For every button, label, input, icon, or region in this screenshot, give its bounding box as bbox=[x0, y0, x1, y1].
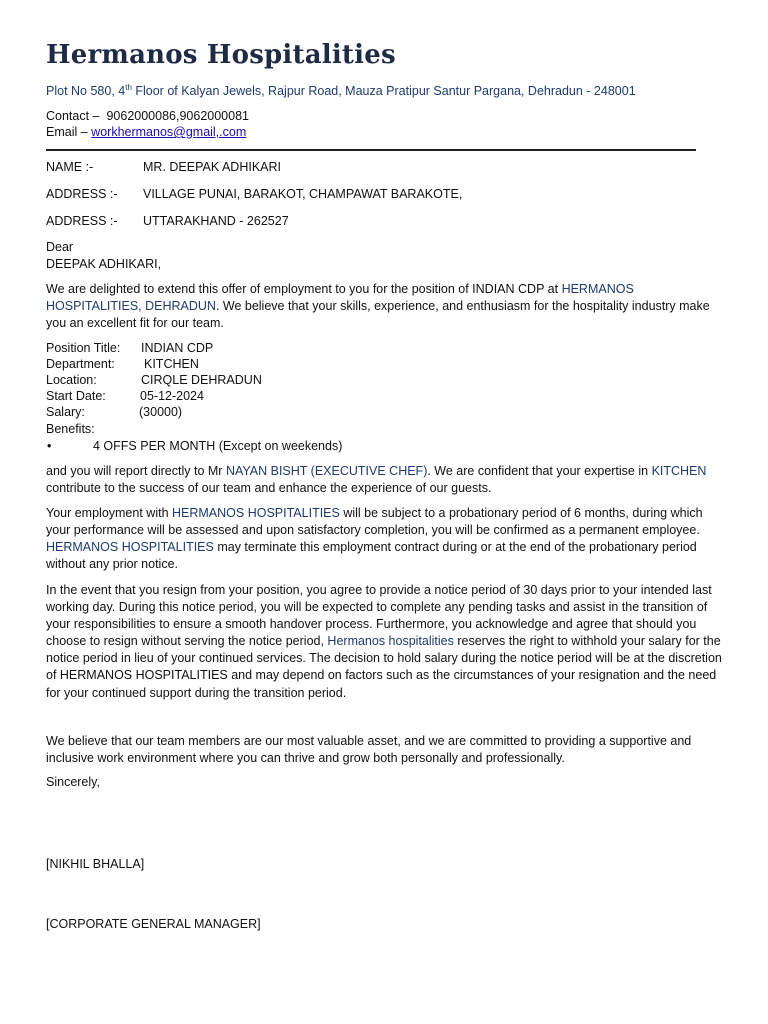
benefit-item: 4 OFFS PER MONTH (Except on weekends) bbox=[93, 439, 343, 453]
name-label: NAME :- bbox=[46, 160, 94, 174]
probation-paragraph: Your employment with HERMANOS HOSPITALITIES will be subject to a probationary period of 6 months, during which your performance will be assessed and upon satisfactory completion, you will be confirmed as a permanent employee. HERMANOS HOSPITALITIES may terminate this employment contract during or at the end of the probationary period without any prior notice. bbox=[46, 506, 703, 572]
report-paragraph: and you will report directly to Mr NAYAN BISHT (EXECUTIVE CHEF). We are confident that your expertise in KITCHEN contribute to the success of our team and enhance the experience of our guests. bbox=[46, 464, 707, 496]
email-label: Email – bbox=[46, 125, 88, 139]
contact-label: Contact – bbox=[46, 109, 100, 123]
company-address: Plot No 580, 4th Floor of Kalyan Jewels, Rajpur Road, Mauza Pratipur Santur Pargana, Dehradun - 248001 bbox=[46, 83, 636, 99]
closing-paragraph: We believe that our team members are our most valuable asset, and we are committed to providing a supportive and inclusive work environment where you can thrive and grow both personally and professionally. bbox=[46, 734, 692, 766]
address2-label: ADDRESS :- bbox=[46, 214, 118, 228]
detail-value: 05-12-2024 bbox=[140, 389, 204, 403]
detail-label: Location: bbox=[46, 373, 97, 387]
address2-value: UTTARAKHAND - 262527 bbox=[143, 214, 289, 228]
notice-paragraph: In the event that you resign from your position, you agree to provide a notice period of 30 days prior to your intended last working day. During this notice period, you will be expected to complete any pending tasks and assist in the transition of your responsibilities to ensure a smooth handover process. Furthermore, you acknowledge and agree that should you choose to resign without serving the notice period, Hermanos hospitalities reserves the right to withhold your salary for the notice period in lieu of your continued services. The decision to hold salary during the notice period will be at the discretion of HERMANOS HOSPITALITIES and may depend on factors such as the circumstances of your resignation and the need for your continued support during the transition period. bbox=[46, 583, 722, 700]
signatory-name: [NIKHIL BHALLA] bbox=[46, 857, 145, 871]
detail-value: (30000) bbox=[139, 405, 183, 419]
sign-off: Sincerely, bbox=[46, 775, 100, 789]
email-link[interactable]: workhermanos@gmail,.com bbox=[91, 125, 247, 139]
contact-line bbox=[46, 109, 249, 123]
email-line bbox=[46, 125, 246, 139]
bullet: • bbox=[47, 439, 52, 453]
detail-label: Start Date: bbox=[46, 389, 106, 403]
detail-value: INDIAN CDP bbox=[141, 341, 214, 355]
benefits-label: Benefits: bbox=[46, 422, 95, 436]
detail-label: Position Title: bbox=[46, 341, 121, 355]
detail-value: CIRQLE DEHRADUN bbox=[141, 373, 262, 387]
contact-value: 9062000086,9062000081 bbox=[106, 109, 249, 123]
address1-value: VILLAGE PUNAI, BARAKOT, CHAMPAWAT BARAKOTE, bbox=[143, 187, 463, 201]
salutation-dear: Dear bbox=[46, 240, 74, 254]
address1-label: ADDRESS :- bbox=[46, 187, 118, 201]
header-divider bbox=[46, 149, 696, 151]
name-value: MR. DEEPAK ADHIKARI bbox=[143, 160, 281, 174]
signatory-title: [CORPORATE GENERAL MANAGER] bbox=[46, 917, 261, 931]
salutation-name: DEEPAK ADHIKARI, bbox=[46, 257, 162, 271]
company-name: Hermanos Hospitalities bbox=[46, 40, 396, 70]
detail-label: Salary: bbox=[46, 405, 85, 419]
detail-label: Department: bbox=[46, 357, 115, 371]
intro-paragraph: We are delighted to extend this offer of employment to you for the position of INDIAN CDP at HERMANOS HOSPITALITIES, DEHRADUN. We believe that your skills, experience, and enthusiasm for the hospitality industry make you an excellent fit for our team. bbox=[46, 282, 710, 331]
detail-value: KITCHEN bbox=[144, 357, 199, 371]
